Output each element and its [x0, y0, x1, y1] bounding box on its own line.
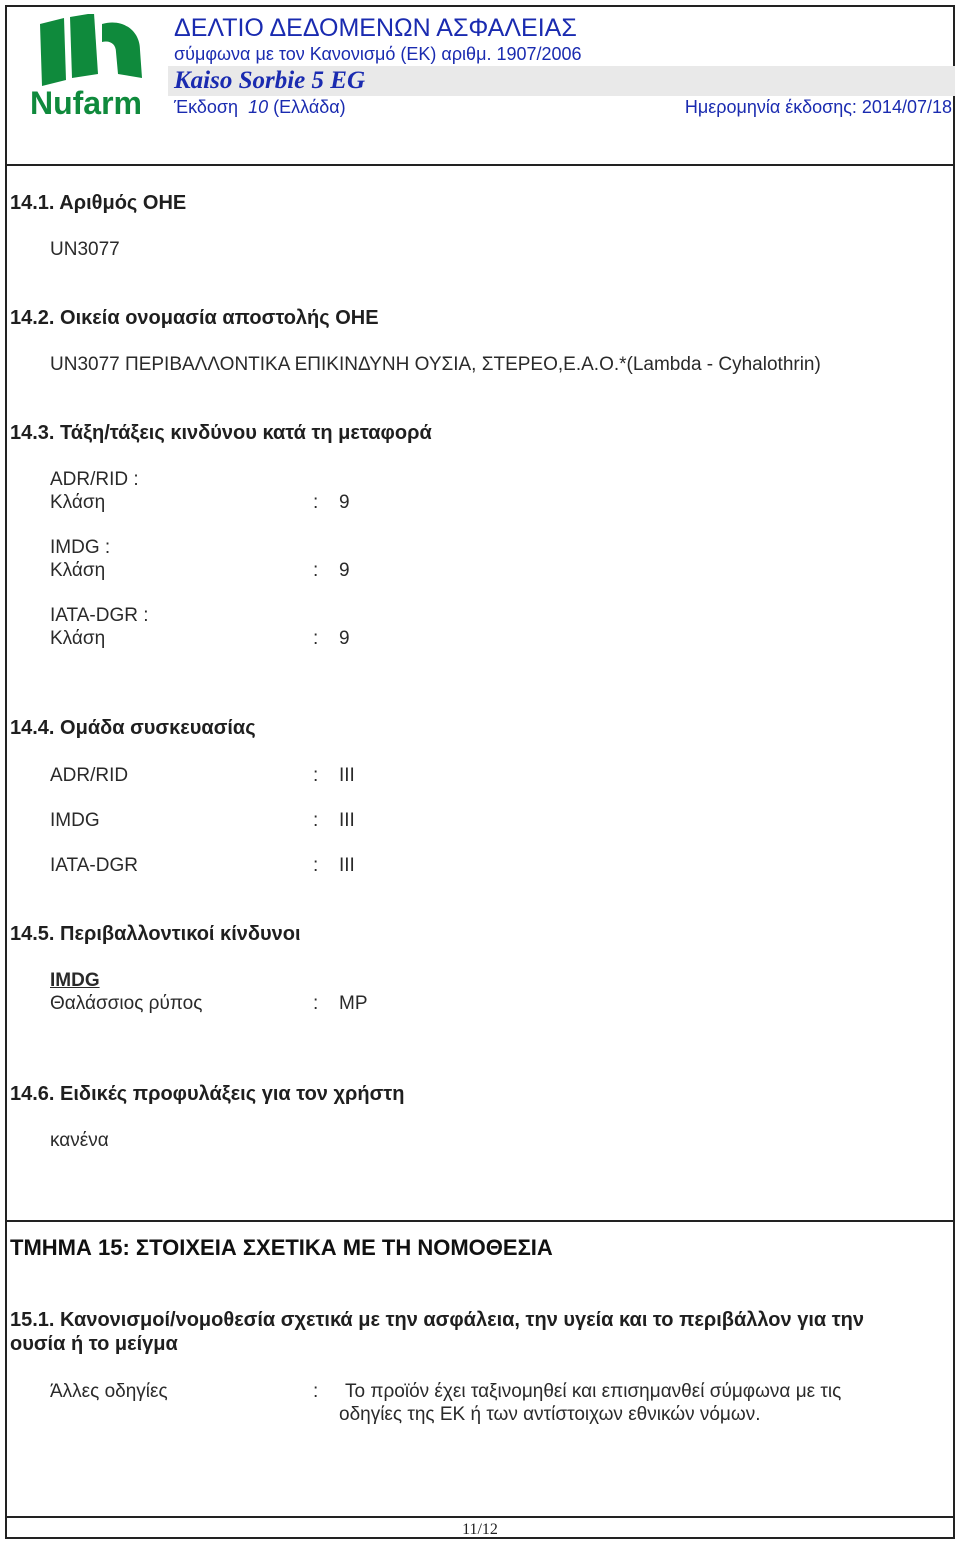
heading-15-1-line1: 15.1. Κανονισμοί/νομοθεσία σχετικά με την ασφάλεια, την υγεία και το περιβάλλον για την: [10, 1309, 865, 1331]
edition-country: (Ελλάδα): [273, 97, 346, 117]
heading-14-4: 14.4. Ομάδα συσκευασίας: [10, 717, 256, 739]
packing-group-value: III: [339, 810, 355, 831]
packing-group-value: III: [339, 855, 355, 876]
packing-group-label: ADR/RID: [50, 765, 129, 786]
edition-info: [174, 97, 346, 118]
shipping-name: UN3077 ΠΕΡΙΒΑΛΛΟΝΤΙΚΑ ΕΠΙΚΙΝΔΥΝΗ ΟΥΣΙΑ, ΣΤΕΡΕΟ,Ε.Α.Ο.*(Lambda - Cyhalothrin): [50, 354, 821, 375]
separator: :: [313, 560, 319, 581]
issue-date: Ημερομηνία έκδοσης: 2014/07/18: [684, 97, 952, 117]
edition-number: 10: [248, 97, 269, 117]
class-label: Κλάση: [50, 628, 106, 649]
other-instructions-line2: οδηγίες της ΕΚ ή των αντίστοιχων εθνικών νόμων.: [339, 1404, 761, 1425]
transport-mode-imdg: IMDG :: [50, 537, 111, 558]
packing-group-label: IMDG: [50, 810, 100, 831]
class-value: 9: [339, 560, 350, 581]
separator: :: [313, 810, 319, 831]
marine-pollutant-value: MP: [339, 993, 368, 1014]
nufarm-logo-icon: [24, 14, 148, 120]
class-label: Κλάση: [50, 560, 106, 581]
separator: :: [313, 765, 319, 786]
class-value: 9: [339, 628, 350, 649]
transport-mode-iata: IATA-DGR :: [50, 605, 149, 626]
regulation-reference: σύμφωνα με τον Κανονισμό (ΕΚ) αριθμ. 1907/2006: [174, 44, 582, 64]
page-number: 11/12: [462, 1521, 498, 1538]
packing-group-label: IATA-DGR: [50, 855, 138, 876]
separator: :: [313, 1381, 319, 1402]
heading-14-3: 14.3. Τάξη/τάξεις κινδύνου κατά τη μεταφορά: [10, 422, 432, 444]
separator: :: [313, 855, 319, 876]
transport-mode-adr: ADR/RID :: [50, 469, 139, 490]
user-precautions-value: κανένα: [50, 1130, 109, 1151]
class-label: Κλάση: [50, 492, 106, 513]
logo-text: Nufarm: [29, 85, 143, 120]
heading-14-5: 14.5. Περιβαλλοντικοί κίνδυνοι: [10, 923, 301, 945]
un-number: UN3077: [50, 239, 120, 260]
heading-14-2: 14.2. Οικεία ονομασία αποστολής ΟΗΕ: [10, 307, 379, 329]
edition-label: Έκδοση: [174, 97, 239, 117]
footer-divider: [5, 1516, 955, 1518]
separator: :: [313, 492, 319, 513]
heading-14-1: 14.1. Αριθμός ΟΗΕ: [10, 192, 187, 214]
imdg-subheading: IMDG: [50, 970, 100, 991]
section-divider: [5, 1220, 955, 1222]
packing-group-value: III: [339, 765, 355, 786]
marine-pollutant-label: Θαλάσσιος ρύπος: [50, 993, 203, 1014]
header-divider: [5, 164, 955, 166]
document-title: ΔΕΛΤΙΟ ΔΕΔΟΜΕΝΩΝ ΑΣΦΑΛΕΙΑΣ: [174, 14, 577, 42]
separator: :: [313, 628, 319, 649]
section-15-title: ΤΜΗΜΑ 15: ΣΤΟΙΧΕΙΑ ΣΧΕΤΙΚΑ ΜΕ ΤΗ ΝΟΜΟΘΕΣΙΑ: [10, 1235, 553, 1260]
other-instructions-label: Άλλες οδηγίες: [50, 1381, 168, 1402]
heading-14-6: 14.6. Ειδικές προφυλάξεις για τον χρήστη: [10, 1083, 405, 1105]
class-value: 9: [339, 492, 350, 513]
product-name: Kaiso Sorbie 5 EG: [174, 67, 366, 94]
heading-15-1-line2: ουσία ή το μείγμα: [10, 1333, 178, 1355]
separator: :: [313, 993, 319, 1014]
other-instructions-line1: Το προϊόν έχει ταξινομηθεί και επισημανθεί σύμφωνα με τις: [345, 1381, 842, 1402]
